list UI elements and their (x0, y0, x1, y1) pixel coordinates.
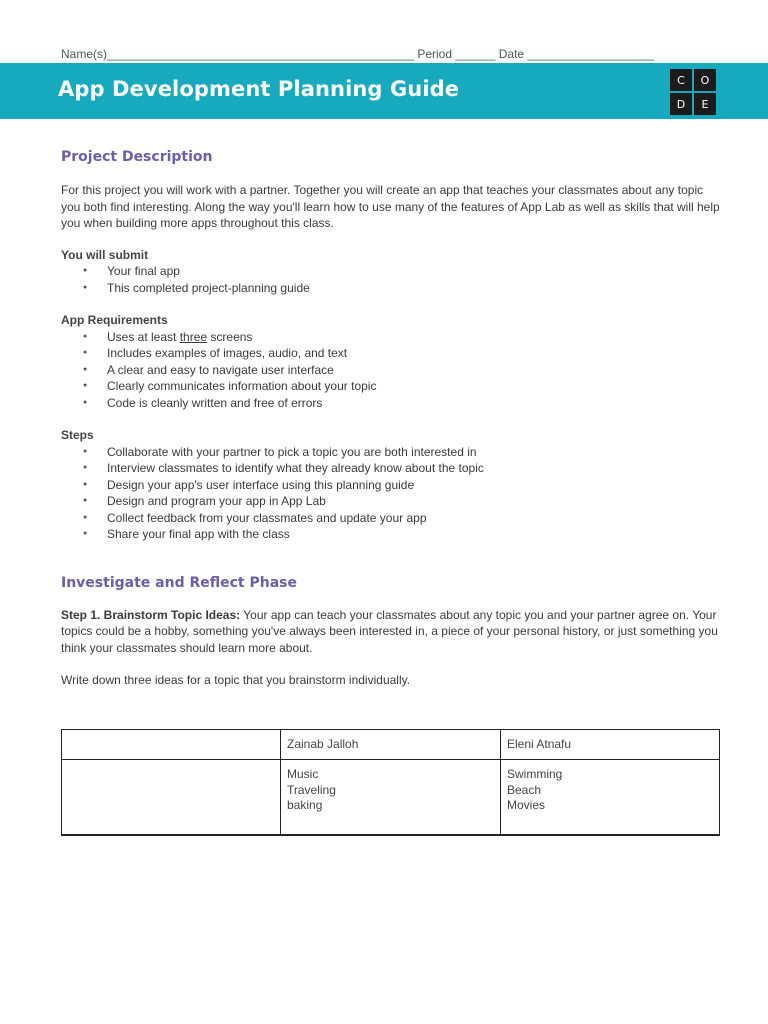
brainstorm-instruction: Write down three ideas for a topic that you brainstorm individually. (61, 673, 411, 687)
list-item: ● Share your final app with the class (61, 526, 721, 543)
list-item: ● Your final app (61, 263, 721, 280)
requirements-heading: App Requirements (61, 313, 168, 327)
topic-idea: Movies (507, 798, 546, 812)
project-intro: For this project you will work with a partner. Together you will create an app that teaches your classmates about any topic you both find interesting. Along the way you'll learn how to use many of the features of App Lab as well as skills that will help you when building more apps throughout this class. (61, 183, 720, 230)
logo-letter: E (694, 93, 716, 115)
table-cell (62, 760, 281, 835)
logo-letter: C (670, 69, 692, 91)
table-cell (501, 760, 720, 835)
submit-list (61, 263, 721, 296)
req-prefix: Uses at least (107, 329, 180, 344)
investigate-heading: Investigate and Reflect Phase (61, 574, 297, 591)
table-row (62, 760, 720, 835)
list-item: ● A clear and easy to navigate user interface (61, 362, 721, 379)
topic-idea: Beach (507, 782, 542, 797)
submit-heading: You will submit (61, 247, 149, 262)
topic-idea: Music (287, 767, 319, 781)
list-item (61, 329, 721, 346)
table-row (62, 730, 720, 760)
list-item: ● Collaborate with your partner to pick a topic you are both interested in (61, 444, 721, 461)
table-header-cell: Zainab Jalloh (281, 730, 501, 760)
list-item: ● Clearly communicates information about your topic (61, 378, 721, 395)
list-item: ● Includes examples of images, audio, and text (61, 345, 721, 362)
name-period-date-line: Name(s)______________________________________________ Period ______ Date ___________________ (61, 47, 655, 61)
topic-idea: Traveling (287, 782, 336, 797)
steps-list (61, 444, 721, 543)
req-suffix: screens (207, 329, 253, 344)
topic-idea: Swimming (507, 767, 563, 781)
step1-label: Step 1. Brainstorm Topic Ideas: (61, 607, 241, 622)
brainstorm-table (61, 729, 720, 836)
title-banner (0, 63, 768, 119)
table-header-cell: Eleni Atnafu (501, 730, 720, 760)
code-logo (670, 69, 716, 115)
list-item: ● Interview classmates to identify what they already know about the topic (61, 460, 721, 477)
list-item: ● Code is cleanly written and free of errors (61, 395, 721, 412)
topic-idea: baking (287, 798, 323, 812)
step1-paragraph (61, 607, 721, 657)
document-body (61, 140, 721, 689)
logo-letter: D (670, 93, 692, 115)
table-cell (281, 760, 501, 835)
requirements-list (61, 329, 721, 412)
req-emphasis: three (179, 329, 208, 344)
table-header-cell (62, 730, 281, 760)
list-item: ● Design your app's user interface using this planning guide (61, 477, 721, 494)
logo-letter: O (694, 69, 716, 91)
step1-text: Your app can teach your classmates about any topic you and your partner agree on. Your topics could be a hobby, something you've always been interested in, a piece of your personal history, or just something you think your classmates should learn more about. (61, 607, 718, 655)
project-description-heading: Project Description (61, 149, 213, 165)
page-title: App Development Planning Guide (58, 77, 460, 101)
list-item: ● Collect feedback from your classmates and update your app (61, 510, 721, 527)
steps-heading: Steps (61, 428, 94, 442)
list-item: ● Design and program your app in App Lab (61, 493, 721, 510)
list-item: ● This completed project-planning guide (61, 280, 721, 297)
